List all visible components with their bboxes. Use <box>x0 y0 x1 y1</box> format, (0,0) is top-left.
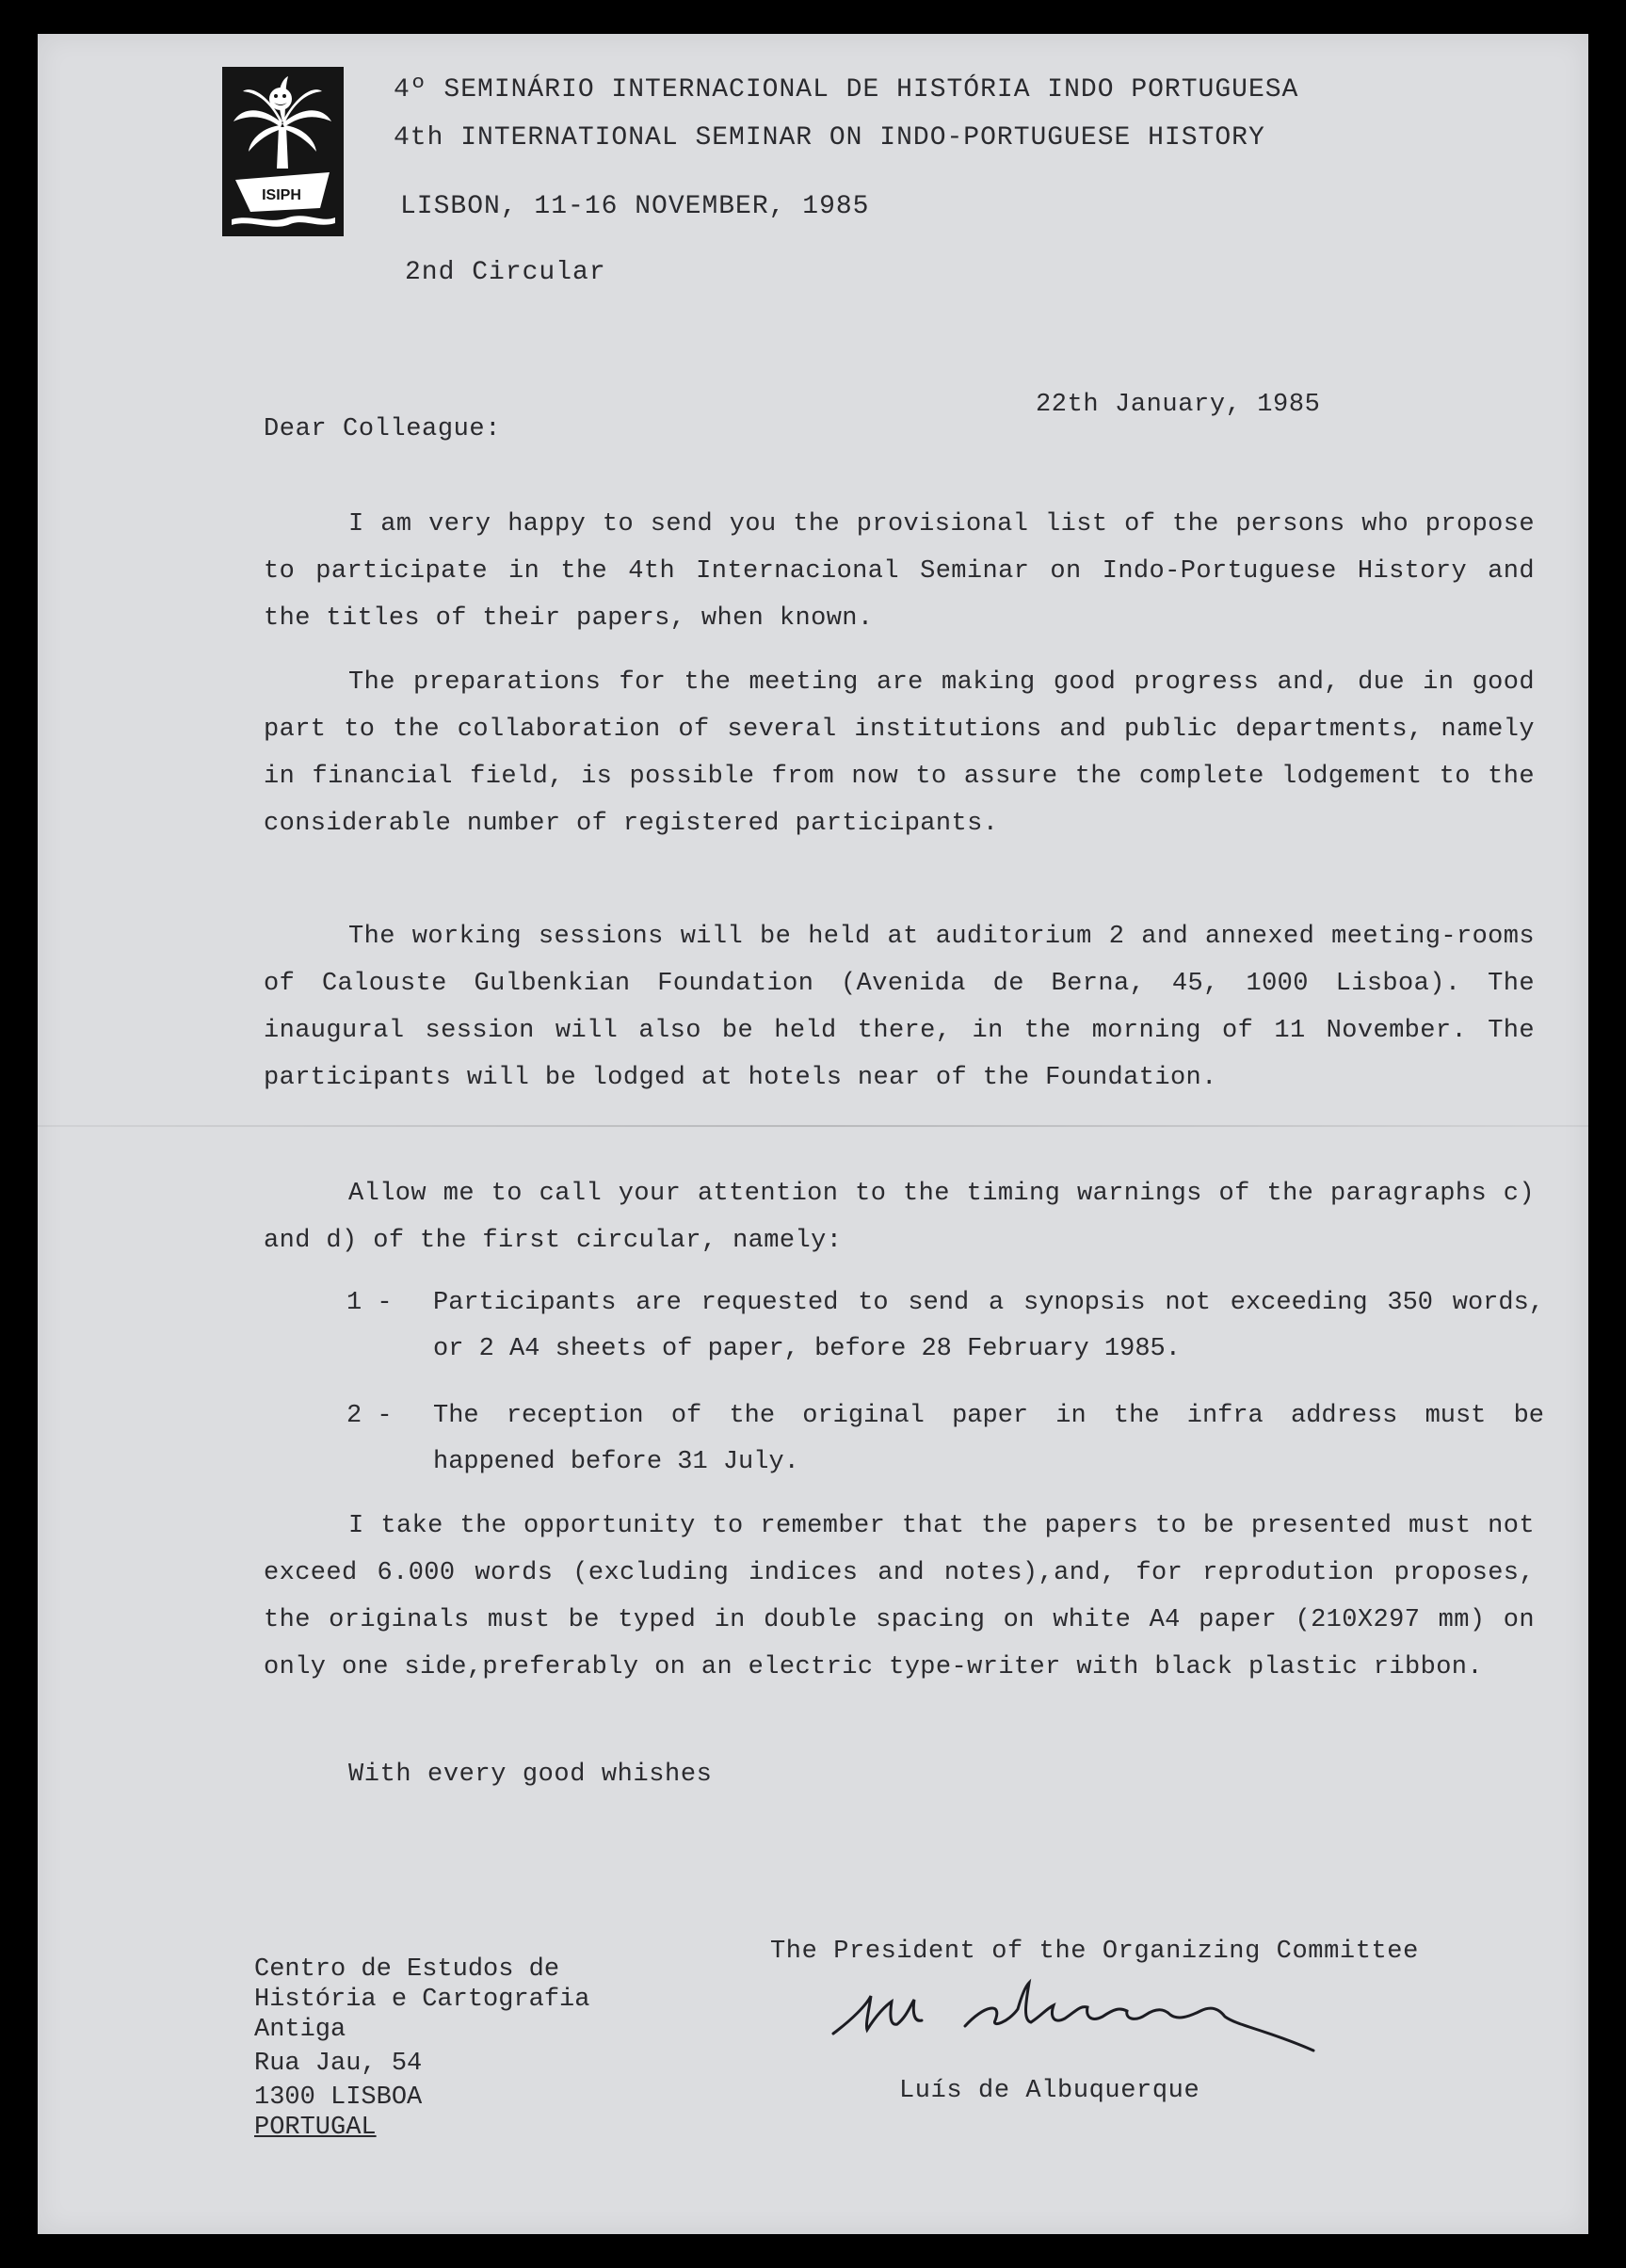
list-item-text: The reception of the original paper in the infra address must be happened before 31 July. <box>433 1402 1544 1476</box>
address-line: História e Cartografia <box>254 1986 590 2014</box>
address-line: Rua Jau, 54 <box>254 2050 423 2078</box>
letter-page <box>38 34 1588 2234</box>
handwritten-signature <box>824 1968 1332 2052</box>
seminar-title-en: 4th INTERNATIONAL SEMINAR ON INDO-PORTUGUESE HISTORY <box>394 123 1265 153</box>
seminar-title-pt: 4º SEMINÁRIO INTERNACIONAL DE HISTÓRIA INDO PORTUGUESA <box>394 75 1299 105</box>
return-address <box>254 1954 589 2143</box>
signatory-name: Luís de Albuquerque <box>899 2077 1200 2105</box>
paper-fold-line <box>38 1125 1588 1127</box>
paragraph-3: The working sessions will be held at auditorium 2 and annexed meeting-rooms of Calouste Gulbenkian Foundation (Avenida de Berna, 45, 1000 Lisboa). The inaugural session will also be held there, in the morning of 11 November. The participants will be lodged at hotels near of the Foundation. <box>264 923 1535 1092</box>
palm-ship-logo-icon <box>222 67 344 236</box>
seminar-place-date: LISBON, 11-16 NOVEMBER, 1985 <box>400 192 870 221</box>
address-line: 1300 LISBOA <box>254 2083 423 2112</box>
logo-label: ISIPH <box>262 187 301 203</box>
address-line: Antiga <box>254 2016 346 2044</box>
circular-number: 2nd Circular <box>405 258 606 287</box>
list-item-number: 1 - <box>346 1289 393 1317</box>
paragraph-1: I am very happy to send you the provisional list of the persons who propose to participate in the 4th Internacional Seminar on Indo-Portuguese History and the titles of their papers, when known. <box>264 510 1535 633</box>
address-country: PORTUGAL <box>254 2114 377 2142</box>
list-item-text: Participants are requested to send a synopsis not exceeding 350 words, or 2 A4 sheets of paper, before 28 February 1985. <box>433 1289 1544 1363</box>
letter-date: 22th January, 1985 <box>1036 391 1321 419</box>
address-line: Centro de Estudos de <box>254 1955 560 1984</box>
signatory-role: The President of the Organizing Committee <box>770 1938 1419 1966</box>
closing-paragraph: I take the opportunity to remember that the papers to be presented must not exceed 6.000 words (excluding indices and notes),and, for reprodution proposes, the originals must be typed in double spacing on white A4 paper (210X297 mm) on only one side,preferably on an electric type-writer with black plastic ribbon. <box>264 1512 1535 1681</box>
good-wishes: With every good whishes <box>348 1761 713 1789</box>
paragraph-4: Allow me to call your attention to the timing warnings of the paragraphs c) and d) of the first circular, namely: <box>264 1180 1535 1255</box>
isiph-logo <box>222 67 344 236</box>
list-item-number: 2 - <box>346 1402 393 1430</box>
salutation: Dear Colleague: <box>264 415 502 443</box>
paragraph-2: The preparations for the meeting are making good progress and, due in good part to the collaboration of several institutions and public departments, namely in financial field, is possible from now to assure the complete lodgement to the considerable number of registered participants. <box>264 668 1535 838</box>
